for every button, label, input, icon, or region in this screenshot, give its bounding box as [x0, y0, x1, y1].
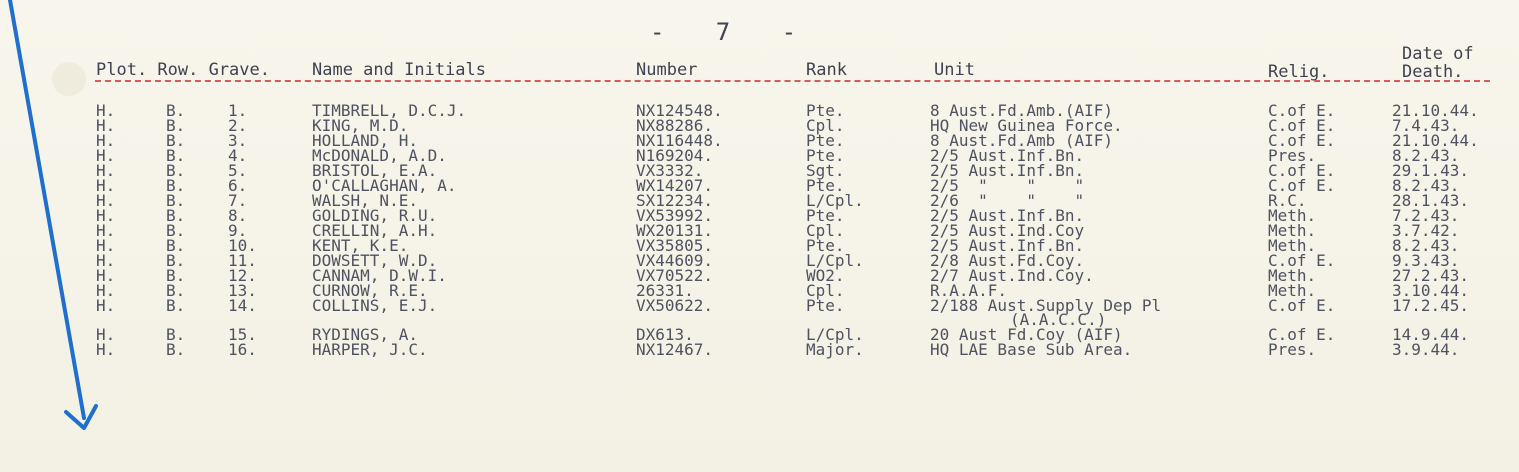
cell-number: 26331. — [636, 281, 694, 300]
cell-number: N169204. — [636, 146, 714, 165]
cell-relig: Meth. — [1268, 221, 1317, 240]
cell-date: 9.3.43. — [1392, 251, 1460, 270]
cell-row: B. — [166, 296, 186, 315]
cell-rank: Cpl. — [806, 281, 845, 300]
cell-date: 14.9.44. — [1392, 325, 1470, 344]
header-relig: Relig. — [1268, 62, 1330, 82]
cell-relig: C.of E. — [1268, 131, 1336, 150]
cell-unit: R.A.A.F. — [930, 281, 1008, 300]
cell-date: 21.10.44. — [1392, 101, 1479, 120]
cell-date: 28.1.43. — [1392, 191, 1470, 210]
cell-row: B. — [166, 101, 186, 120]
cell-row: B. — [166, 325, 186, 344]
cell-name: RYDINGS, A. — [312, 325, 418, 344]
cell-number: VX44609. — [636, 251, 714, 270]
cell-relig: Pres. — [1268, 146, 1317, 165]
cell-date: 8.2.43. — [1392, 146, 1460, 165]
cell-date: 7.2.43. — [1392, 206, 1460, 225]
cell-rank: Pte. — [806, 131, 845, 150]
cell-rank: Major. — [806, 340, 864, 359]
cell-rank: Sgt. — [806, 161, 845, 180]
cell-grave: 5. — [228, 161, 248, 180]
cell-rank: Pte. — [806, 176, 845, 195]
cell-name: HOLLAND, H. — [312, 131, 418, 150]
cell-row: B. — [166, 146, 186, 165]
cell-date: 21.10.44. — [1392, 131, 1479, 150]
cell-relig: C.of E. — [1268, 325, 1336, 344]
cell-relig: Meth. — [1268, 266, 1317, 285]
header-date-line1: Date of — [1402, 44, 1474, 64]
header-name: Name and Initials — [312, 60, 486, 80]
cell-rank: L/Cpl. — [806, 191, 864, 210]
cell-name: CANNAM, D.W.I. — [312, 266, 447, 285]
cell-row: B. — [166, 191, 186, 210]
cell-number: SX12234. — [636, 191, 714, 210]
cell-row: B. — [166, 281, 186, 300]
cell-grave: 12. — [228, 266, 257, 285]
cell-number: WX20131. — [636, 221, 714, 240]
cell-number: VX3332. — [636, 161, 704, 180]
cell-row: B. — [166, 206, 186, 225]
cell-name: DOWSETT, W.D. — [312, 251, 438, 270]
cell-plot: H. — [96, 191, 116, 210]
header-unit: Unit — [934, 60, 975, 80]
cell-grave: 7. — [228, 191, 248, 210]
cell-plot: H. — [96, 161, 116, 180]
cell-number: NX124548. — [636, 101, 723, 120]
cell-row: B. — [166, 116, 186, 135]
cell-unit: 2/8 Aust.Fd.Coy. — [930, 251, 1085, 270]
cell-plot: H. — [96, 146, 116, 165]
cell-row: B. — [166, 251, 186, 270]
cell-rank: Pte. — [806, 296, 845, 315]
cell-date: 7.4.43. — [1392, 116, 1460, 135]
cell-date: 17.2.45. — [1392, 296, 1470, 315]
cell-name: HARPER, J.C. — [312, 340, 428, 359]
cell-grave: 8. — [228, 206, 248, 225]
cell-name: WALSH, N.E. — [312, 191, 418, 210]
cell-plot: H. — [96, 251, 116, 270]
cell-number: NX116448. — [636, 131, 723, 150]
cell-unit: 2/6 " " " — [930, 191, 1085, 210]
cell-unit: 2/5 Aust.Inf.Bn. — [930, 146, 1085, 165]
cell-unit: 2/5 Aust.Ind.Coy — [930, 221, 1085, 240]
cell-rank: Pte. — [806, 146, 845, 165]
cell-unit: HQ New Guinea Force. — [930, 116, 1123, 135]
cell-unit-continuation: (A.A.C.C.) — [1010, 310, 1107, 329]
cell-name: KENT, K.E. — [312, 236, 409, 255]
cell-rank: Pte. — [806, 101, 845, 120]
cell-rank: L/Cpl. — [806, 325, 864, 344]
cell-name: COLLINS, E.J. — [312, 296, 438, 315]
cell-number: VX53992. — [636, 206, 714, 225]
cell-date: 8.2.43. — [1392, 176, 1460, 195]
cell-unit: 2/5 Aust.Inf.Bn. — [930, 206, 1085, 225]
page-number: - 7 - — [650, 18, 799, 46]
cell-date: 3.9.44. — [1392, 340, 1460, 359]
cell-plot: H. — [96, 340, 116, 359]
cell-plot: H. — [96, 236, 116, 255]
cell-date: 3.10.44. — [1392, 281, 1470, 300]
cell-rank: Cpl. — [806, 221, 845, 240]
cell-relig: C.of E. — [1268, 296, 1336, 315]
header-number: Number — [636, 60, 698, 80]
cell-name: O'CALLAGHAN, A. — [312, 176, 457, 195]
cell-number: VX50622. — [636, 296, 714, 315]
cell-number: VX70522. — [636, 266, 714, 285]
cell-unit: 2/5 " " " — [930, 176, 1085, 195]
cell-row: B. — [166, 340, 186, 359]
cell-date: 3.7.42. — [1392, 221, 1460, 240]
cell-row: B. — [166, 221, 186, 240]
cell-rank: WO2. — [806, 266, 845, 285]
cell-relig: Meth. — [1268, 206, 1317, 225]
header-date-line2: Death. — [1402, 62, 1464, 82]
cell-unit: HQ LAE Base Sub Area. — [930, 340, 1133, 359]
cell-grave: 3. — [228, 131, 248, 150]
cell-plot: H. — [96, 116, 116, 135]
cell-grave: 14. — [228, 296, 257, 315]
cell-unit: 2/5 Aust.Inf.Bn. — [930, 236, 1085, 255]
header-rank: Rank — [806, 60, 847, 80]
cell-name: TIMBRELL, D.C.J. — [312, 101, 467, 120]
cell-rank: Pte. — [806, 236, 845, 255]
cell-row: B. — [166, 176, 186, 195]
cell-rank: L/Cpl. — [806, 251, 864, 270]
cell-grave: 9. — [228, 221, 248, 240]
cell-name: KING, M.D. — [312, 116, 409, 135]
cell-relig: Meth. — [1268, 281, 1317, 300]
cell-relig: C.of E. — [1268, 116, 1336, 135]
cell-relig: C.of E. — [1268, 161, 1336, 180]
cell-number: NX12467. — [636, 340, 714, 359]
cell-unit: 8 Aust.Fd.Amb.(AIF) — [930, 101, 1114, 120]
cell-relig: C.of E. — [1268, 176, 1336, 195]
cell-relig: C.of E. — [1268, 251, 1336, 270]
cell-row: B. — [166, 131, 186, 150]
cell-plot: H. — [96, 296, 116, 315]
cell-relig: Pres. — [1268, 340, 1317, 359]
cell-date: 8.2.43. — [1392, 236, 1460, 255]
cell-plot: H. — [96, 221, 116, 240]
cell-date: 27.2.43. — [1392, 266, 1470, 285]
cell-relig: R.C. — [1268, 191, 1307, 210]
cell-grave: 4. — [228, 146, 248, 165]
header-plot-row-grave: Plot. Row. Grave. — [96, 60, 270, 80]
cell-plot: H. — [96, 266, 116, 285]
cell-unit: 2/7 Aust.Ind.Coy. — [930, 266, 1094, 285]
cell-rank: Cpl. — [806, 116, 845, 135]
cell-plot: H. — [96, 206, 116, 225]
cell-row: B. — [166, 161, 186, 180]
cell-row: B. — [166, 236, 186, 255]
cell-rank: Pte. — [806, 206, 845, 225]
cell-row: B. — [166, 266, 186, 285]
cell-grave: 15. — [228, 325, 257, 344]
cell-unit: 8 Aust.Fd.Amb (AIF) — [930, 131, 1114, 150]
cell-name: BRISTOL, E.A. — [312, 161, 438, 180]
cell-number: WX14207. — [636, 176, 714, 195]
cell-grave: 1. — [228, 101, 248, 120]
cell-unit: 2/5 Aust.Inf.Bn. — [930, 161, 1085, 180]
cell-name: CRELLIN, A.H. — [312, 221, 438, 240]
cell-grave: 10. — [228, 236, 257, 255]
cell-name: McDONALD, A.D. — [312, 146, 447, 165]
cell-unit: 20 Aust Fd.Coy (AIF) — [930, 325, 1123, 344]
cell-plot: H. — [96, 281, 116, 300]
cell-relig: C.of E. — [1268, 101, 1336, 120]
cell-number: NX88286. — [636, 116, 714, 135]
cell-name: GOLDING, R.U. — [312, 206, 438, 225]
cell-date: 29.1.43. — [1392, 161, 1470, 180]
cell-grave: 13. — [228, 281, 257, 300]
cell-plot: H. — [96, 325, 116, 344]
cell-name: CURNOW, R.E. — [312, 281, 428, 300]
cell-number: VX35805. — [636, 236, 714, 255]
cell-number: DX613. — [636, 325, 694, 344]
cell-relig: Meth. — [1268, 236, 1317, 255]
cell-grave: 6. — [228, 176, 248, 195]
cell-plot: H. — [96, 176, 116, 195]
cell-grave: 2. — [228, 116, 248, 135]
cell-grave: 11. — [228, 251, 257, 270]
cell-unit: 2/188 Aust.Supply Dep Pl — [930, 296, 1162, 315]
cell-plot: H. — [96, 101, 116, 120]
cell-grave: 16. — [228, 340, 257, 359]
cell-plot: H. — [96, 131, 116, 150]
